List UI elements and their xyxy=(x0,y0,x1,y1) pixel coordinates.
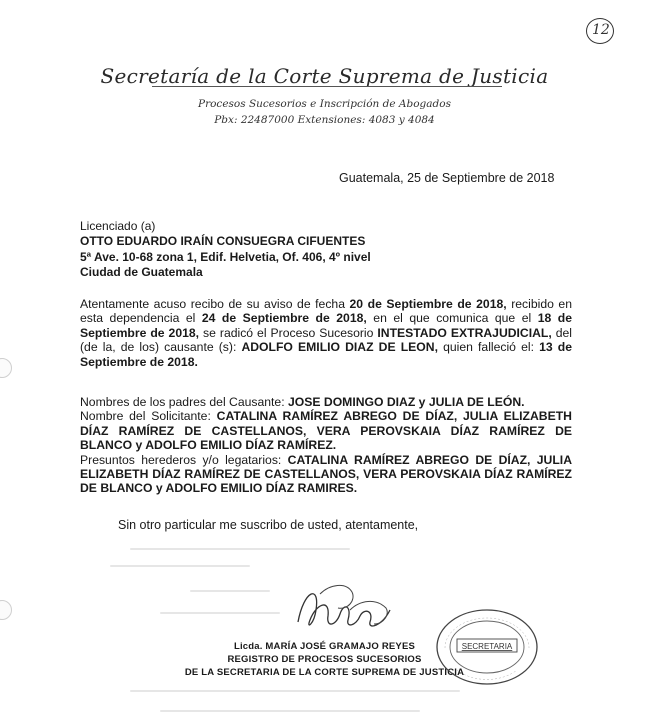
date-line: Guatemala, 25 de Septiembre de 2018 xyxy=(339,171,555,185)
handwritten-signature xyxy=(290,580,400,640)
page-number: 12 xyxy=(592,22,610,38)
parties-paragraph: Nombres de los padres del Causante: JOSE DOMINGO DIAZ y JULIA DE LEÓN. Nombre del Solicitante: CATALINA RAMÍREZ ABREGO DE DÍAZ, JULIA ELIZABETH DÍAZ RAMÍREZ DE CASTELLANOS, VERA PEROVSKAIA DÍAZ RAMÍREZ DE BLANCO y ADOLFO EMILIO DÍAZ RAMÍREZ. Presuntos herederos y/o legatarios: CATALINA RAMÍREZ ABREGO DE DÍAZ, JULIA ELIZABETH DÍAZ RAMÍREZ DE CASTELLANOS, VERA PEROVSKAIA DÍAZ RAMÍREZ DE BLANCO y ADOLFO EMILIO DÍAZ RAMIRES. xyxy=(80,395,572,496)
letterhead-phone: Pbx: 22487000 Extensiones: 4083 y 4084 xyxy=(214,114,435,126)
letterhead-rule xyxy=(152,86,502,87)
letterhead-title: Secretaría de la Corte Suprema de Justicia xyxy=(100,64,549,88)
signatory-name: Licda. MARÍA JOSÉ GRAMAJO REYES xyxy=(233,641,416,652)
letterhead-subtitle: Procesos Sucesorios e Inscripción de Abogados xyxy=(198,98,451,110)
addressee-city: Ciudad de Guatemala xyxy=(80,265,203,279)
official-seal xyxy=(435,608,539,686)
addressee-salutation: Licenciado (a) xyxy=(80,219,156,233)
addressee-address: 5ª Ave. 10-68 zona 1, Edif. Helvetia, Of. 406, 4º nivel xyxy=(80,250,371,264)
signatory-role: REGISTRO DE PROCESOS SUCESORIOS xyxy=(227,654,422,665)
closing-line: Sin otro particular me suscribo de usted, atentamente, xyxy=(118,518,419,532)
svg-text:SECRETARIA: SECRETARIA xyxy=(461,642,513,651)
punch-hole xyxy=(0,358,12,378)
signatory-organization: DE LA SECRETARIA DE LA CORTE SUPREMA DE JUSTICIA xyxy=(184,667,465,678)
acknowledgement-paragraph: Atentamente acuso recibo de su aviso de fecha 20 de Septiembre de 2018, recibido en esta dependencia el 24 de Septiembre de 2018, en el que comunica que el 18 de Septiembre de 2018, se radicó el Proceso Sucesorio INTESTADO EXTRAJUDICIAL, del (de la, de los) causante (s): ADOLFO EMILIO DIAZ DE LEON, quien falleció el: 13 de Septiembre de 2018. xyxy=(80,297,573,369)
punch-hole xyxy=(0,600,12,620)
addressee-name: OTTO EDUARDO IRAÍN CONSUEGRA CIFUENTES xyxy=(80,234,366,248)
